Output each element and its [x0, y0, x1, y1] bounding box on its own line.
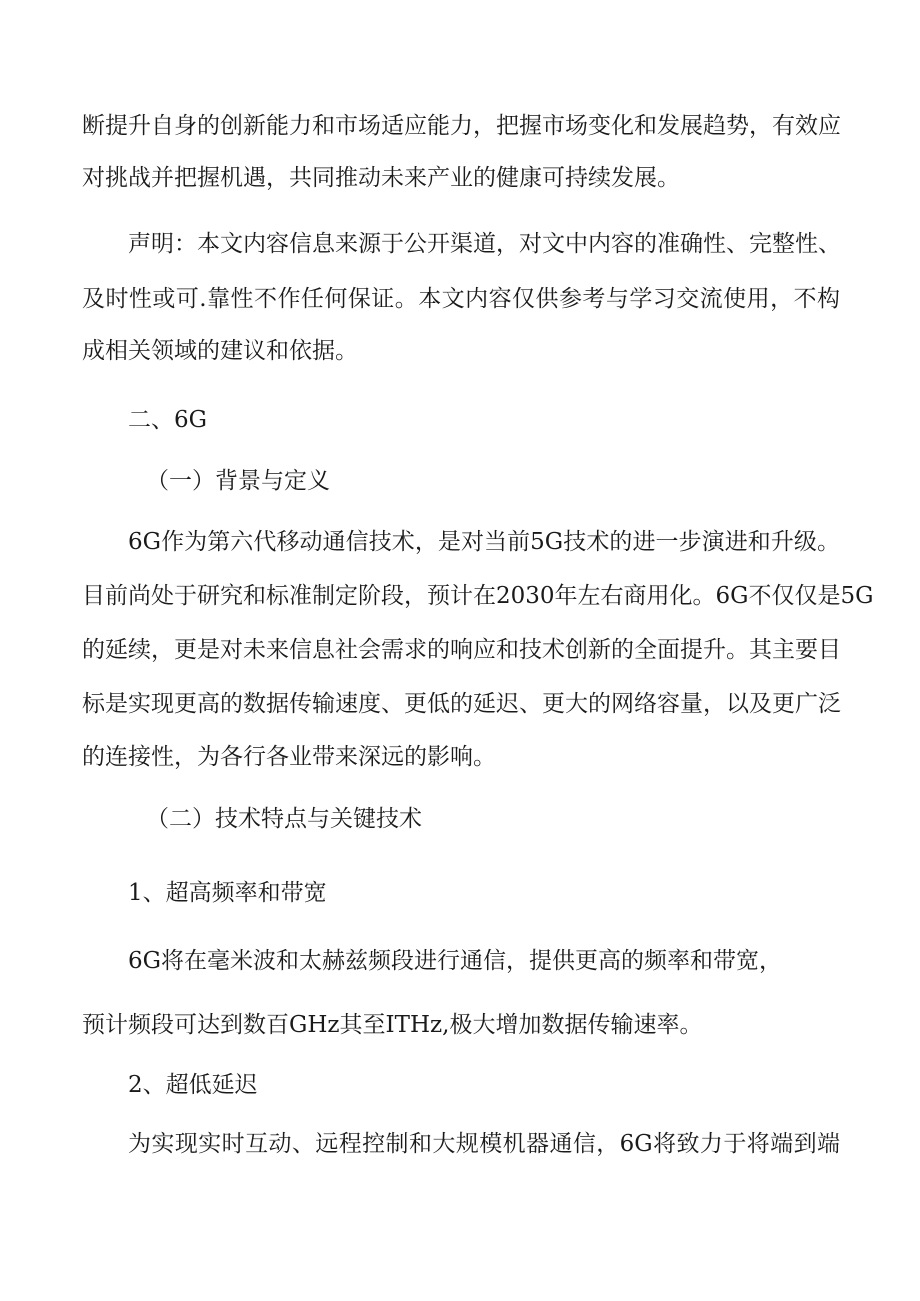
paragraph-line: 预计频段可达到数百GHz其至ITHz,极大增加数据传输速率。 [82, 1012, 703, 1038]
paragraph-line: 为实现实时互动、远程控制和大规模机器通信，6G将致力于将端到端 [128, 1131, 840, 1157]
paragraph-line: 6G将在毫米波和太赫兹频段进行通信，提供更高的频率和带宽， [128, 948, 783, 974]
subsection-heading: （二）技术特点与关键技术 [146, 806, 422, 832]
paragraph-line: 目前尚处于研究和标准制定阶段，预计在2030年左右商用化。6G不仅仅是5G [82, 583, 874, 609]
paragraph-line: 断提升自身的创新能力和市场适应能力，把握市场变化和发展趋势，有效应 [82, 113, 841, 139]
paragraph-line: 的延续，更是对未来信息社会需求的响应和技术创新的全面提升。其主要目 [82, 637, 841, 663]
item-heading: 2、超低延迟 [128, 1072, 258, 1098]
disclaimer-line: 声明：本文内容信息来源于公开渠道，对文中内容的准确性、完整性、 [128, 231, 841, 257]
paragraph-line: 标是实现更高的数据传输速度、更低的延迟、更大的网络容量，以及更广泛 [82, 691, 841, 717]
disclaimer-line: 成相关领域的建议和依据。 [82, 338, 358, 364]
subsection-heading: （一）背景与定义 [146, 468, 330, 494]
paragraph-line: 对挑战并把握机遇，共同推动未来产业的健康可持续发展。 [82, 165, 680, 191]
paragraph-line: 6G作为第六代移动通信技术，是对当前5G技术的进一步演进和升级。 [128, 529, 840, 555]
item-heading: 1、超高频率和带宽 [128, 880, 327, 906]
section-heading: 二、6G [128, 407, 208, 433]
disclaimer-line: 及时性或可.靠性不作任何保证。本文内容仅供参考与学习交流使用，不构 [82, 286, 840, 312]
paragraph-line: 的连接性，为各行各业带来深远的影响。 [82, 744, 496, 770]
